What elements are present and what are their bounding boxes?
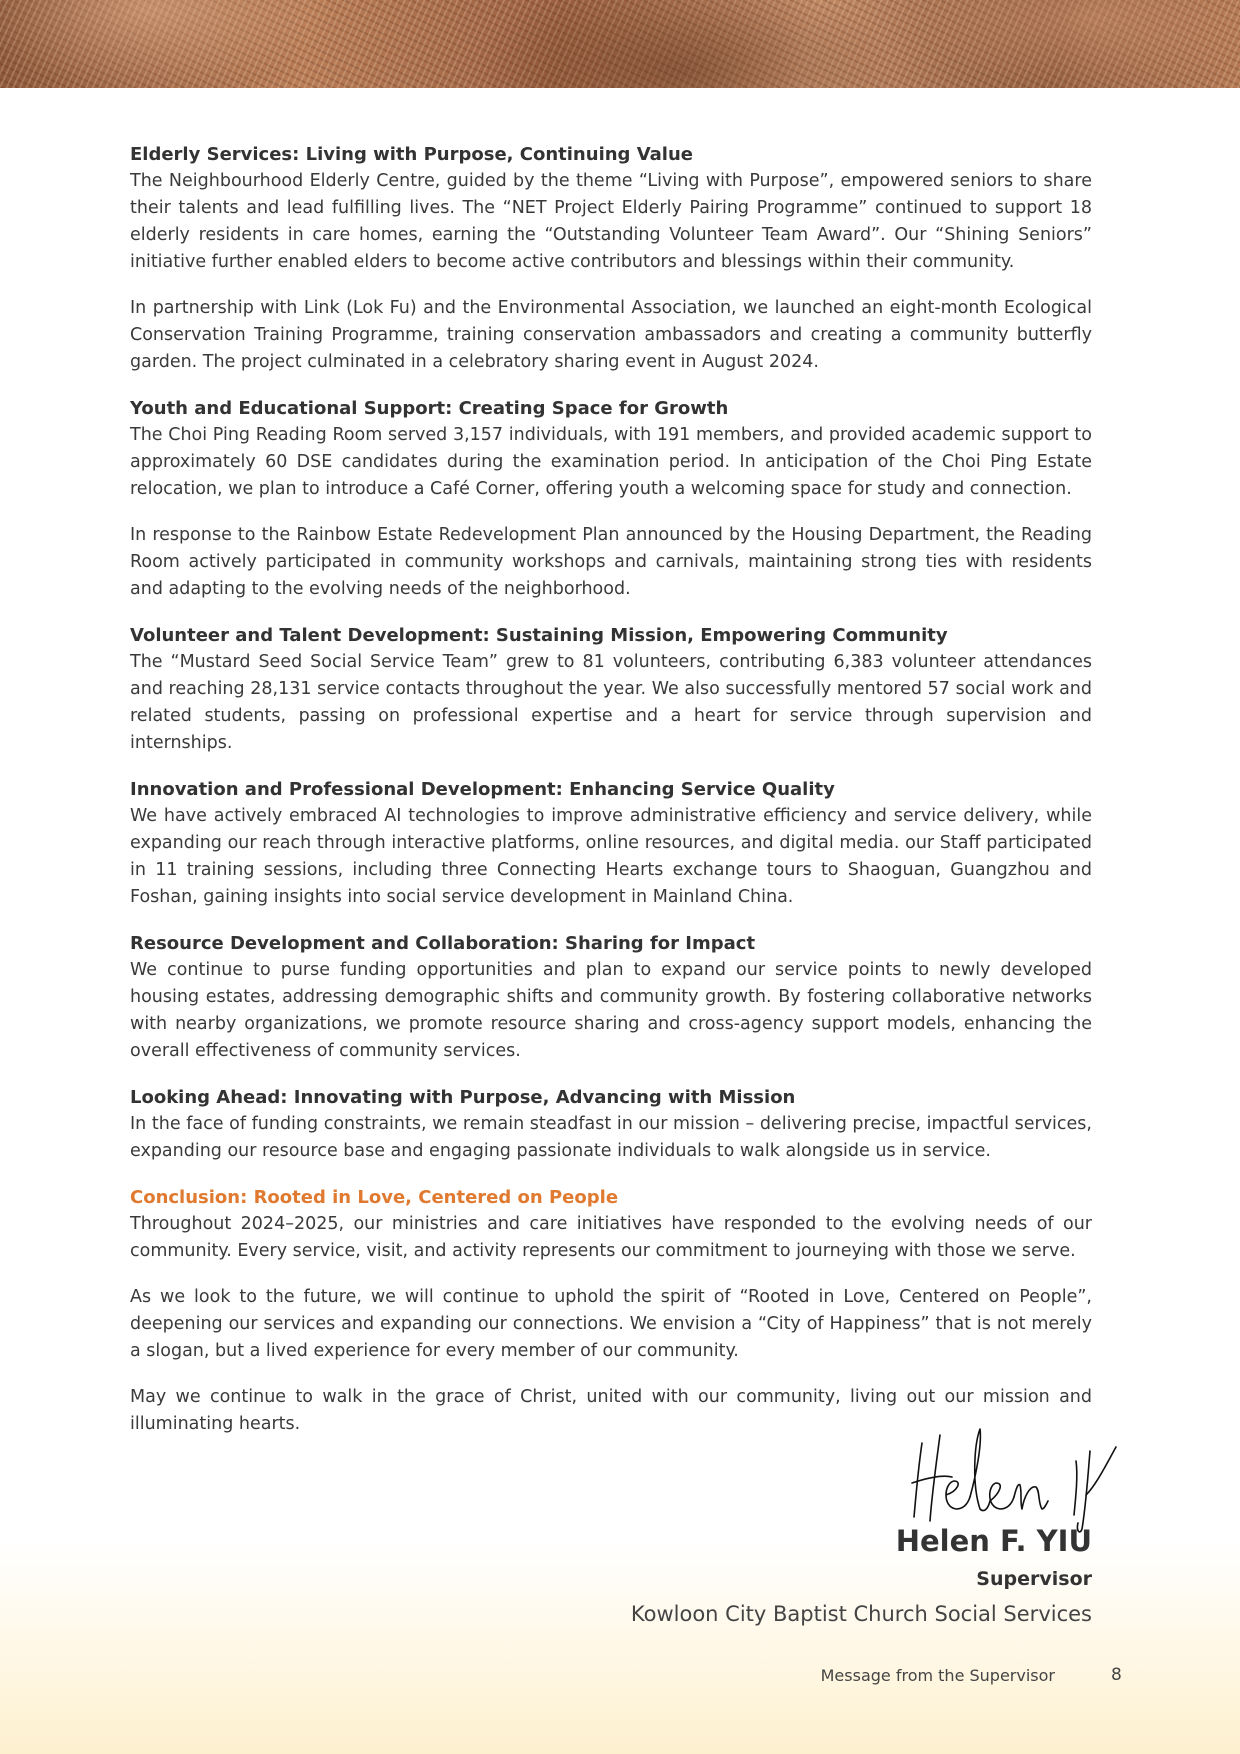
signatory-name: Helen F. YIU [895, 1524, 1092, 1558]
section-heading: Innovation and Professional Development: Enhancing Service Quality [130, 779, 835, 800]
section-paragraph: May we continue to walk in the grace of Christ, united with our community, living out our mission and illuminating hearts. [130, 1387, 1092, 1434]
section-paragraph: Throughout 2024–2025, our ministries and care initiatives have responded to the evolving needs of our community. Every service, visit, and activity represents our commitment to journeying with those we serve. [130, 1214, 1092, 1261]
page-number: 8 [1111, 1665, 1122, 1685]
section-paragraph: We continue to purse funding opportunities and plan to expand our service points to newly developed housing estates, addressing demographic shifts and community growth. By fostering collaborative networks with nearby organizations, we promote resource sharing and cross-agency support models, enhancing the overall effectiveness of community services. [130, 960, 1092, 1061]
section-looking-ahead [130, 1084, 1092, 1165]
section-heading: Youth and Educational Support: Creating Space for Growth [130, 398, 729, 419]
conclusion-heading: Conclusion: Rooted in Love, Centered on People [130, 1187, 619, 1208]
message-body [130, 141, 1092, 1457]
section-heading: Elderly Services: Living with Purpose, Continuing Value [130, 144, 693, 165]
section-elderly-services [130, 141, 1092, 376]
section-paragraph: The Neighbourhood Elderly Centre, guided by the theme “Living with Purpose”, empowered seniors to share their talents and lead fulfilling lives. The “NET Project Elderly Pairing Programme” continued to support 18 elderly residents in care homes, earning the “Outstanding Volunteer Team Award”. Our “Shining Seniors” initiative further enabled elders to become active contributors and blessings within their community. [130, 171, 1092, 272]
section-innovation [130, 776, 1092, 911]
handwritten-signature [910, 1425, 1125, 1535]
footer-section-label: Message from the Supervisor [820, 1666, 1055, 1685]
section-volunteer-development [130, 622, 1092, 757]
section-heading: Volunteer and Talent Development: Sustaining Mission, Empowering Community [130, 625, 948, 646]
section-youth-support [130, 395, 1092, 603]
section-conclusion [130, 1184, 1092, 1438]
section-paragraph: The “Mustard Seed Social Service Team” grew to 81 volunteers, contributing 6,383 volunteer attendances and reaching 28,131 service contacts throughout the year. We also successfully mentored 57 social work and related students, passing on professional expertise and a heart for service through supervision and internships. [130, 652, 1092, 753]
section-resource-development [130, 930, 1092, 1065]
section-paragraph: As we look to the future, we will continue to uphold the spirit of “Rooted in Love, Centered on People”, deepening our services and expanding our connections. We envision a “City of Happiness” that is not merely a slogan, but a lived experience for every member of our community. [130, 1287, 1092, 1361]
section-paragraph: We have actively embraced AI technologies to improve administrative efficiency and service delivery, while expanding our reach through interactive platforms, online resources, and digital media. our Staff participated in 11 training sessions, including three Connecting Hearts exchange tours to Shaoguan, Guangzhou and Foshan, gaining insights into social service development in Mainland China. [130, 806, 1092, 907]
signatory-organization: Kowloon City Baptist Church Social Services [630, 1602, 1092, 1626]
section-paragraph: The Choi Ping Reading Room served 3,157 individuals, with 191 members, and provided academic support to approximately 60 DSE candidates during the examination period. In anticipation of the Choi Ping Estate relocation, we plan to introduce a Café Corner, offering youth a welcoming space for study and connection. [130, 425, 1092, 499]
section-paragraph: In response to the Rainbow Estate Redevelopment Plan announced by the Housing Department, the Reading Room actively participated in community workshops and carnivals, maintaining strong ties with residents and adapting to the evolving needs of the neighborhood. [130, 525, 1092, 599]
signatory-title: Supervisor [976, 1568, 1092, 1590]
section-paragraph: In partnership with Link (Lok Fu) and the Environmental Association, we launched an eight-month Ecological Conservation Training Programme, training conservation ambassadors and creating a community butterfly garden. The project culminated in a celebratory sharing event in August 2024. [130, 298, 1092, 372]
decorative-banner [0, 0, 1240, 88]
section-paragraph: In the face of funding constraints, we remain steadfast in our mission – delivering precise, impactful services, expanding our resource base and engaging passionate individuals to walk alongside us in service. [130, 1114, 1092, 1161]
section-heading: Resource Development and Collaboration: Sharing for Impact [130, 933, 756, 954]
section-heading: Looking Ahead: Innovating with Purpose, Advancing with Mission [130, 1087, 796, 1108]
